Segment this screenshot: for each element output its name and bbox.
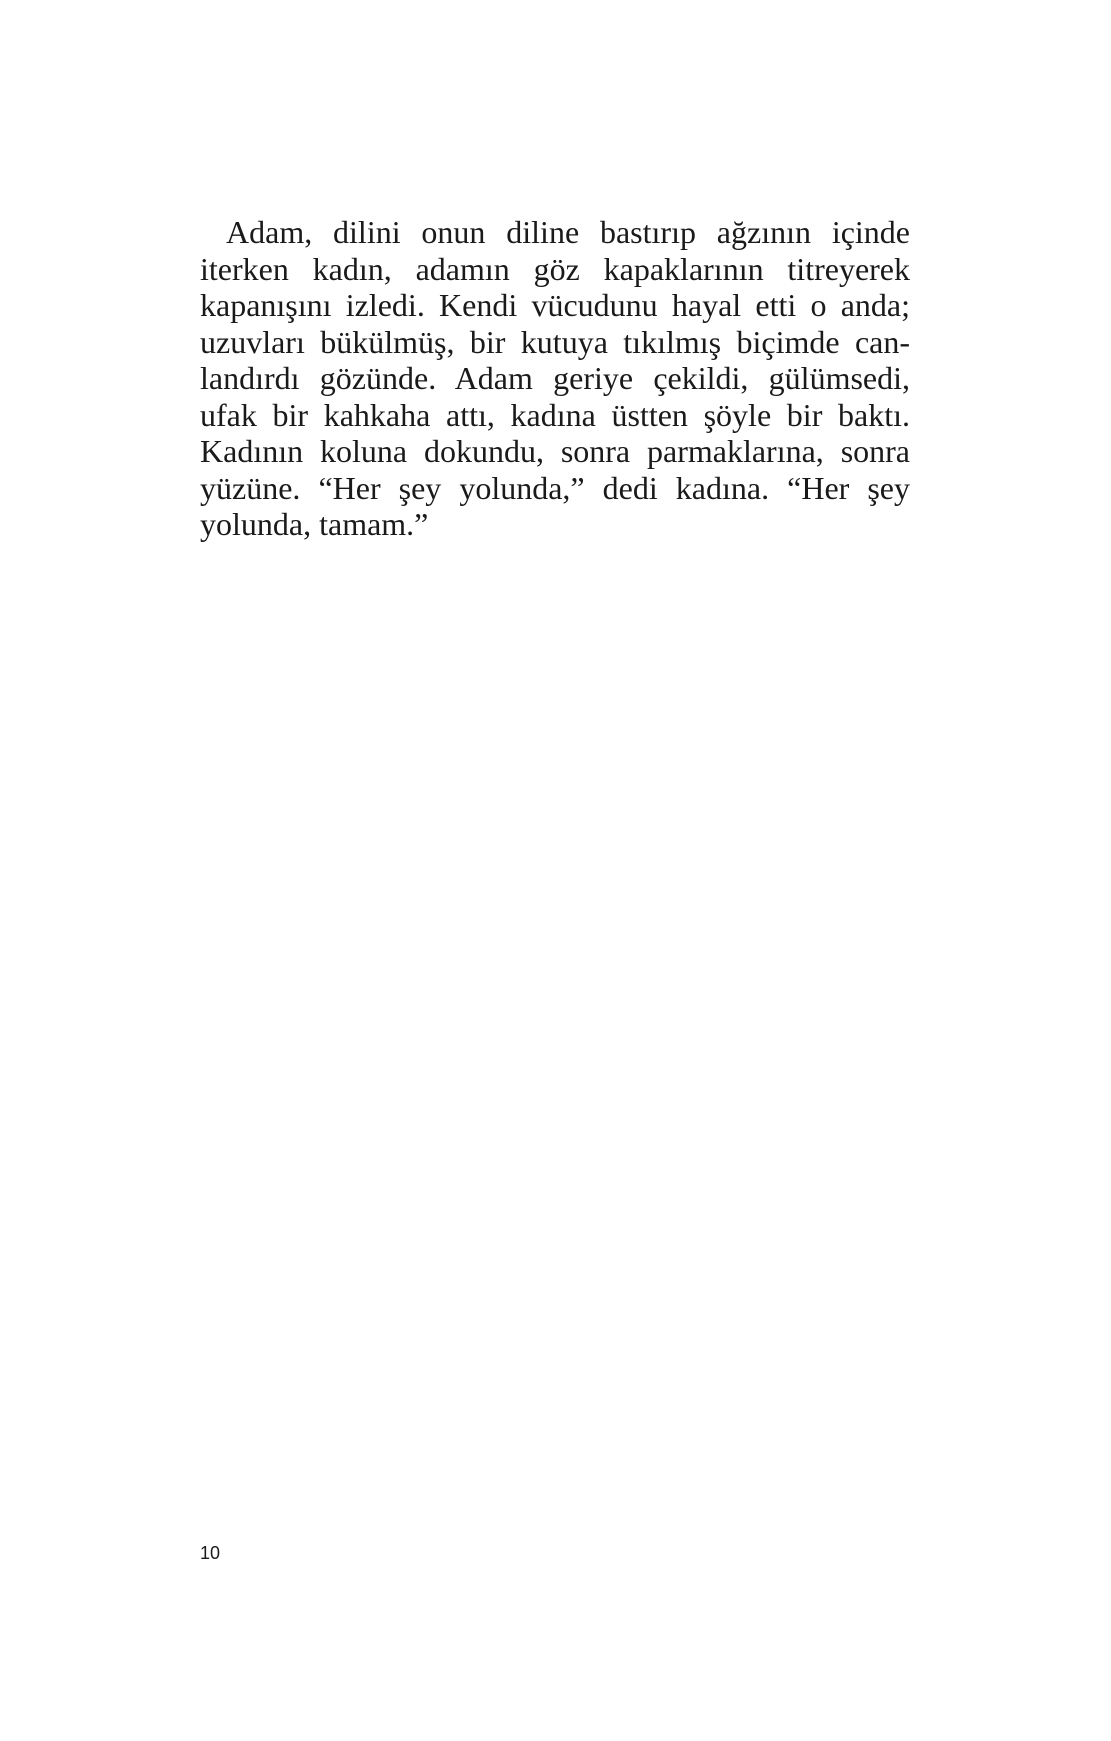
text-line: yüzüne. “Her şey yolunda,” dedi kadına. “Her şey	[200, 469, 910, 506]
page-number: 10	[200, 1543, 221, 1563]
text-line: landırdı gözünde. Adam geriye çekildi, gülümsedi,	[200, 360, 910, 396]
paragraph	[200, 214, 910, 543]
text-line: Adam, dilini onun diline bastırıp ağzının içinde	[226, 214, 910, 250]
text-line: kapanışını izledi. Kendi vücudunu hayal etti o anda;	[200, 287, 910, 323]
text-line: Kadının koluna dokundu, sonra parmaklarına, sonra	[200, 433, 910, 469]
text-line: ufak bir kahkaha attı, kadına üstten şöyle bir baktı.	[200, 396, 910, 433]
text-line: iterken kadın, adamın göz kapaklarının titreyerek	[200, 250, 910, 287]
text-line: yolunda, tamam.”	[200, 506, 429, 542]
text-line: uzuvları bükülmüş, bir kutuya tıkılmış biçimde can-	[200, 323, 910, 360]
